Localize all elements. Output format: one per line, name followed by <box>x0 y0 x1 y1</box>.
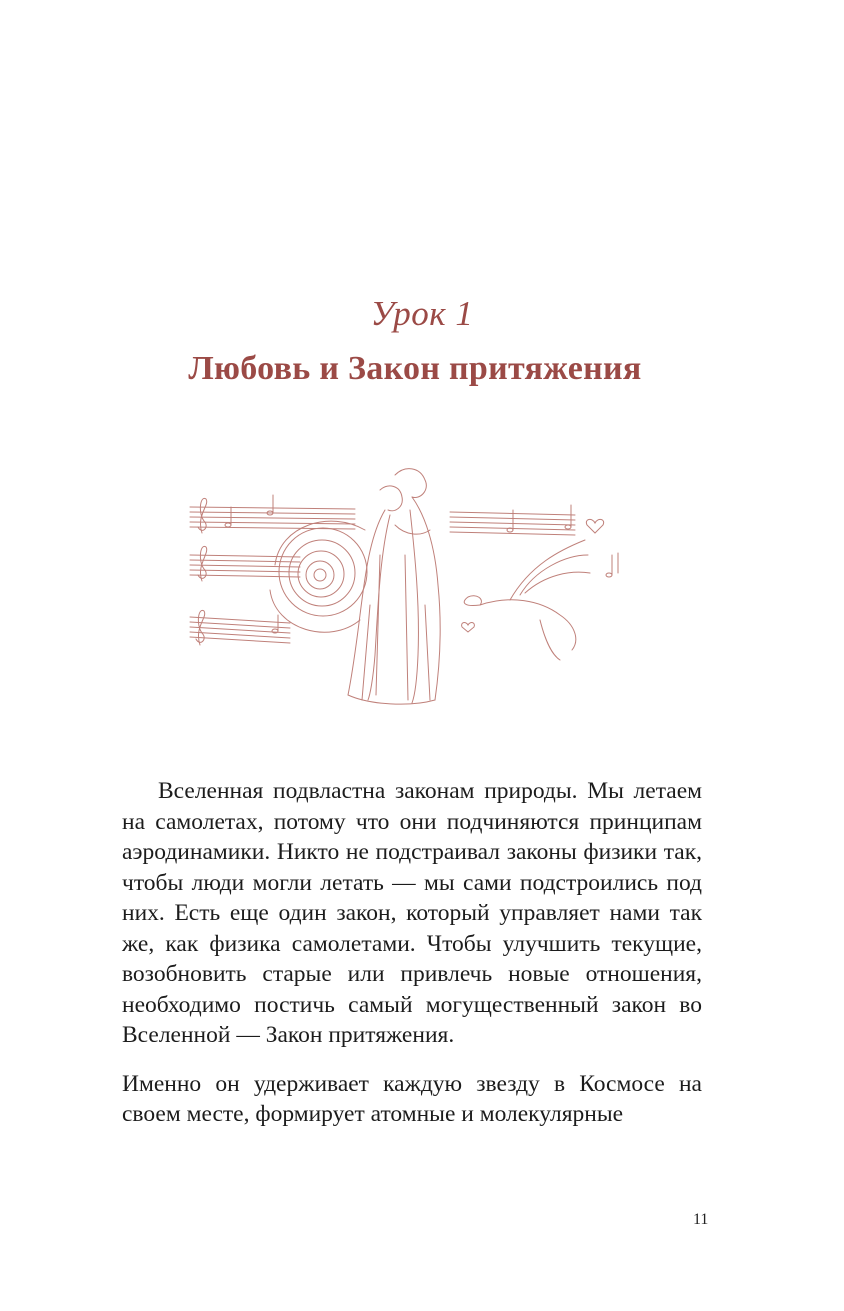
page-number: 11 <box>693 1211 709 1228</box>
music-staff-icon <box>190 507 575 535</box>
lesson-label: Урок 1 <box>370 294 474 333</box>
swan-icon <box>464 540 590 660</box>
paragraph: Именно он удерживает каждую звезду в Космосе на своем месте, формирует атомные и молекулярные <box>122 1070 702 1127</box>
body-text <box>122 776 702 1130</box>
paragraph: Вселенная подвластна законам природы. Мы летаем на самолетах, потому что они подчиняются принципам аэродинамики. Никто не подстраивал законы физики так, чтобы люди могли летать — мы сами подстроились под них. Есть еще один закон, который управляет нами так же, как физика самолетами. Чтобы улучшить текущие, возобновить старые или привлечь новые отношения, необходимо постичь самый могущественный закон во Вселенной — Закон притяжения. <box>122 778 702 1048</box>
chapter-title: Любовь и Закон притяжения <box>188 350 642 387</box>
couple-music-swan-sketch-icon <box>180 455 650 745</box>
music-staff-icon <box>190 617 290 643</box>
couple-figure-icon <box>348 469 440 704</box>
